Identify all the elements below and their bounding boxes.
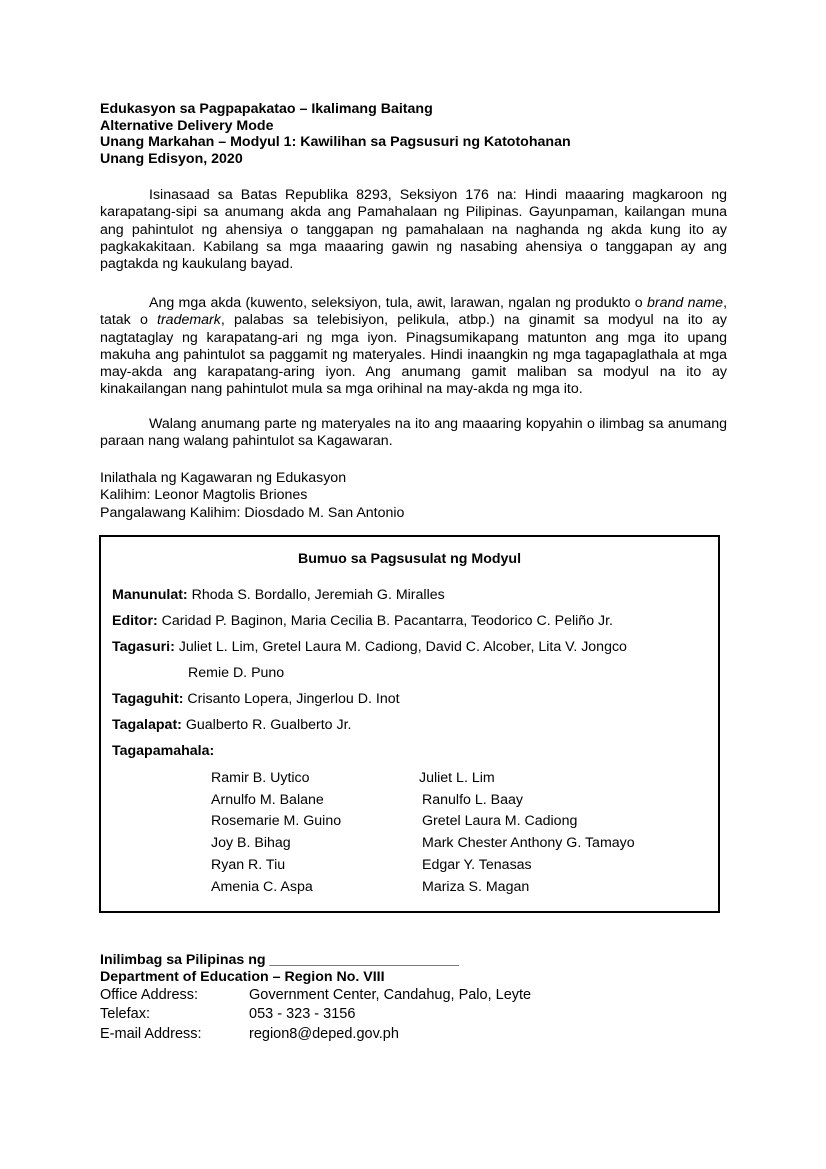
module-header [100, 101, 571, 167]
manager-name: Mariza S. Magan [422, 878, 530, 895]
manager-name: Arnulfo M. Balane [211, 791, 324, 808]
credit-label: Tagaguhit: [112, 691, 184, 707]
layout-artist-credit [112, 717, 351, 733]
paragraph-text: , tatak o [100, 295, 728, 329]
subject-title: Edukasyon sa Pagpapakatao – Ikalimang Baitang [100, 101, 433, 117]
credits-box [99, 535, 720, 913]
office-address-value: Government Center, Candahug, Palo, Leyte [249, 986, 532, 1003]
office-address-label: Office Address: [100, 986, 199, 1003]
paragraph-text: , palabas sa telebisiyon, pelikula, atbp.) na ginamit sa modyul na ito ay nagtataglay ng karapatang-ari ng mga iyon. Pinagsumikapang matunton ang mga ito upang makuha ang pahintulot sa paggamit ng materyales. Hindi inaangkin ng mga tagapaglathala at mga may-akda ang karapatang-aring iyon. Ang anumang gamit maliban sa modyul na ito ay kinakailangan nang pahintulot mula sa mga orihinal na may-akda ng mga ito. [100, 312, 727, 398]
reviewers-credit [112, 639, 627, 655]
credit-label: Tagasuri: [112, 639, 175, 655]
management-credit [112, 743, 214, 759]
manager-name: Juliet L. Lim [419, 770, 495, 786]
credit-value: Gualberto R. Gualberto Jr. [181, 717, 352, 733]
manager-name: Joy B. Bihag [211, 835, 291, 852]
manager-name: Ramir B. Uytico [211, 770, 310, 786]
manager-name: Rosemarie M. Guino [211, 813, 342, 830]
credit-value: Rhoda S. Bordallo, Jeremiah G. Miralles [187, 587, 445, 603]
telefax-row [100, 1005, 459, 1025]
credit-value: Caridad P. Baginon, Maria Cecilia B. Pacantarra, Teodorico C. Peliño Jr. [157, 613, 614, 629]
manager-name: Mark Chester Anthony G. Tamayo [422, 835, 635, 852]
secretary-line: Kalihim: Leonor Magtolis Briones [100, 487, 308, 504]
credit-label: Editor: [112, 613, 158, 629]
copyright-paragraph-3: Walang anumang parte ng materyales na ito ang maaaring kopyahin o ilimbag sa anumang paraan nang walang pahintulot sa Kagawaran. [100, 416, 727, 450]
credit-value: Juliet L. Lim, Gretel Laura M. Cadiong, David C. Alcober, Lita V. Jongco [174, 639, 627, 655]
italic-term: trademark [157, 312, 221, 329]
telefax-label: Telefax: [100, 1006, 150, 1023]
email-value: region8@deped.gov.ph [249, 1025, 399, 1042]
copyright-paragraph-1: Isinasaad sa Batas Republika 8293, Seksiyon 176 na: Hindi maaaring magkaroon ng karapatang-sipi sa anumang akda ang Pamahalaan ng Pilipinas. Gayunpaman, kailangan muna ang pahintulot ng ahensiya o tanggapan ng pamahalaan na naghanda ng akda kung ito ay pagkakakitaan. Kabilang sa mga maaaring gawin ng nasabing ahensiya o tanggapan ay ang pagtakda ng kaukulang bayad. [100, 187, 727, 273]
credit-label: Tagalapat: [112, 717, 182, 733]
credit-value: Crisanto Lopera, Jingerlou D. Inot [183, 691, 400, 707]
email-label: E-mail Address: [100, 1025, 202, 1042]
manager-name: Amenia C. Aspa [211, 878, 313, 895]
management-list-right [419, 768, 635, 898]
printer-info [100, 952, 532, 1044]
copyright-paragraph-2 [100, 295, 727, 399]
publisher-line: Inilathala ng Kagawaran ng Edukasyon [100, 470, 347, 486]
manager-name: Edgar Y. Tenasas [422, 856, 532, 873]
management-list-left [211, 768, 341, 898]
module-title: Unang Markahan – Modyul 1: Kawilihan sa Pagsusuri ng Katotohanan [100, 134, 571, 150]
editor-credit [112, 613, 613, 629]
manager-name: Ryan R. Tiu [211, 856, 286, 873]
credit-label: Manunulat: [112, 587, 188, 603]
printed-by-line: Inilimbag sa Pilipinas ng ________________________ [100, 952, 459, 968]
edition: Unang Edisyon, 2020 [100, 150, 243, 167]
telefax-value: 053 - 323 - 3156 [249, 1006, 356, 1023]
illustrators-credit [112, 691, 400, 707]
italic-term: brand name [646, 295, 724, 311]
paragraph-text: Ang mga akda (kuwento, seleksiyon, tula, awit, larawan, ngalan ng produkto o [149, 295, 647, 311]
writers-credit [112, 587, 445, 603]
publisher-info [100, 470, 404, 522]
manager-name: Ranulfo L. Baay [422, 791, 523, 808]
delivery-mode: Alternative Delivery Mode [100, 117, 274, 134]
credit-label: Tagapamahala: [112, 743, 215, 759]
manager-name: Gretel Laura M. Cadiong [422, 813, 578, 830]
department-line: Department of Education – Region No. VIII [100, 968, 385, 985]
office-address-row [100, 986, 532, 1006]
reviewers-continuation: Remie D. Puno [188, 665, 285, 681]
undersecretary-line: Pangalawang Kalihim: Diosdado M. San Antonio [100, 504, 405, 521]
email-row [100, 1025, 459, 1045]
credits-title: Bumuo sa Pagsusulat ng Modyul [297, 551, 522, 567]
